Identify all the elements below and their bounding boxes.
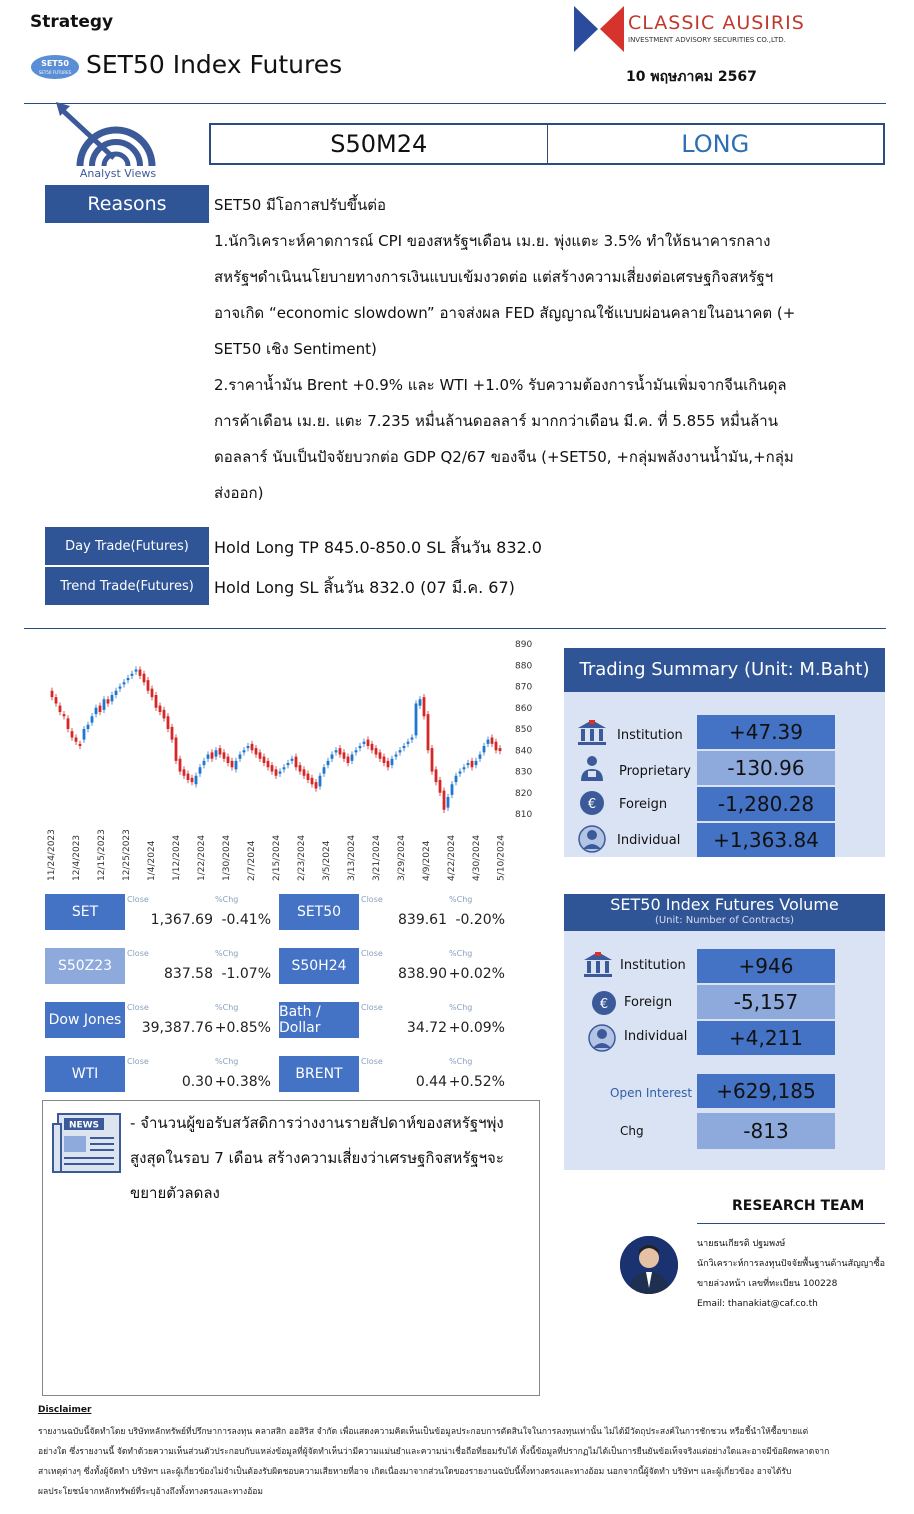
ticker-dow-jones: Dow Jones <box>45 1002 125 1038</box>
x-tick-label: 11/24/2023 <box>47 829 57 881</box>
analyst-license: ขายล่วงหน้า เลขที่ทะเบียน 100228 <box>697 1279 838 1289</box>
ticker-close-value: 839.61 <box>398 912 447 928</box>
candle-body <box>499 748 502 751</box>
ticker-close-caption: Close <box>127 895 149 904</box>
y-tick-label: 870 <box>515 682 533 693</box>
y-tick-label: 830 <box>515 767 533 778</box>
candle-body <box>395 755 398 757</box>
news-line: ขยายตัวลดลง <box>130 1184 220 1202</box>
signal-box <box>209 123 885 165</box>
candle-body <box>175 738 178 761</box>
signal-direction: LONG <box>547 125 884 163</box>
candle-body <box>131 674 134 676</box>
report-date: 10 พฤษภาคม 2567 <box>626 69 757 85</box>
reason-line: ส่งออก) <box>214 484 264 502</box>
candle-body <box>259 752 262 758</box>
disclaimer-line: ผลประโยชน์จากหลักทรัพย์ที่ระบุอ้างถึงทั้งทางตรงและทางอ้อม <box>38 1487 264 1497</box>
candle-body <box>71 731 74 737</box>
ts-institution-value: +47.39 <box>697 715 835 749</box>
candle-body <box>367 740 370 746</box>
candle-body <box>295 757 298 768</box>
y-tick-label: 810 <box>515 810 533 820</box>
reason-line: SET50 มีโอกาสปรับขึ้นต่อ <box>214 196 386 214</box>
x-tick-label: 3/5/2024 <box>321 840 332 881</box>
foreign-currency-icon <box>589 988 619 1016</box>
analyst-name: นายธนเกียรติ ปฐมพงษ์ <box>697 1239 786 1249</box>
candle-body <box>403 746 406 748</box>
news-text <box>130 1106 534 1211</box>
candle-body <box>471 761 474 767</box>
candle-body <box>99 706 102 712</box>
candle-body <box>231 761 234 767</box>
x-tick-label: 3/13/2024 <box>346 834 357 881</box>
candle-body <box>307 774 310 780</box>
candle-body <box>459 772 462 774</box>
svg-text:SET50: SET50 <box>41 59 69 68</box>
brand-logo-mark <box>574 4 624 54</box>
candle-body <box>331 755 334 759</box>
candle-body <box>55 697 58 703</box>
candle-body <box>151 689 154 698</box>
x-tick-label: 3/21/2024 <box>371 834 382 881</box>
ticker-wti: WTI <box>45 1056 125 1092</box>
candle-body <box>75 738 78 742</box>
candle-body <box>291 759 294 761</box>
ticker-close-value: 34.72 <box>406 1020 447 1036</box>
candle-body <box>363 742 366 744</box>
candle-body <box>243 750 246 752</box>
reason-line: 1.นักวิเคราะห์คาดการณ์ CPI ของสหรัฐฯเดือน เม.ย. พุ่งแตะ 3.5% ทำให้ธนาคารกลาง <box>214 232 771 250</box>
candle-body <box>323 767 326 773</box>
ticker-chg-caption: %Chg <box>215 949 239 958</box>
newspaper-icon <box>52 1112 122 1174</box>
ticker-close-caption: Close <box>361 1057 383 1066</box>
candle-body <box>415 704 418 736</box>
analyst-role: นักวิเคราะห์การลงทุนปัจจัยพื้นฐานด้านสัญญาซื้อ <box>697 1259 885 1269</box>
candle-body <box>427 714 430 750</box>
x-tick-label: 3/29/2024 <box>396 834 407 881</box>
ticker-close-caption: Close <box>127 1003 149 1012</box>
candle-body <box>167 716 170 729</box>
x-tick-label: 1/22/2024 <box>196 834 207 881</box>
candle-body <box>219 748 222 754</box>
candle-body <box>147 680 150 691</box>
candle-body <box>187 774 190 780</box>
candle-body <box>267 761 270 767</box>
candle-body <box>251 744 254 750</box>
candle-body <box>359 746 362 748</box>
y-tick-label: 840 <box>515 746 533 757</box>
candle-body <box>263 757 266 763</box>
x-tick-label: 12/15/2023 <box>96 829 107 881</box>
candle-body <box>195 776 198 785</box>
candle-body <box>399 750 402 752</box>
research-divider <box>697 1223 885 1224</box>
ticker-chg-value: -0.41% <box>221 912 271 928</box>
x-tick-label: 1/4/2024 <box>146 840 157 881</box>
institution-icon <box>583 950 613 978</box>
candle-body <box>347 757 350 763</box>
ticker-s50h24: S50H24 <box>279 948 359 984</box>
ticker-chg-caption: %Chg <box>449 949 473 958</box>
y-tick-label: 860 <box>515 703 533 714</box>
candle-body <box>479 755 482 759</box>
candle-body <box>467 763 470 765</box>
target-icon <box>56 102 176 180</box>
ticker-chg-value: -1.07% <box>221 966 271 982</box>
ticker-chg-value: +0.85% <box>214 1020 271 1036</box>
candle-body <box>447 797 450 808</box>
ticker-set50: SET50 <box>279 894 359 930</box>
ts-individual-value: +1,363.84 <box>697 823 835 857</box>
candle-body <box>383 757 386 763</box>
analyst-avatar <box>620 1236 678 1294</box>
open-interest-value: +629,185 <box>697 1074 835 1108</box>
day-trade-label: Day Trade(Futures) <box>45 527 209 565</box>
candle-body <box>119 687 122 689</box>
candle-body <box>319 776 322 787</box>
research-team-title: RESEARCH TEAM <box>732 1198 865 1214</box>
set50-logo <box>30 52 80 82</box>
candle-body <box>87 725 90 729</box>
ticker-chg-value: -0.20% <box>455 912 505 928</box>
candle-body <box>203 761 206 765</box>
candle-body <box>67 718 70 729</box>
futures-volume-header <box>564 894 885 931</box>
candle-body <box>163 710 166 719</box>
candle-body <box>171 727 174 740</box>
disclaimer-line: อย่างใด ซึ่งรายงานนี้ จัดทำด้วยความเห็นส่วนตัวประกอบกับแหล่งข้อมูลที่ผู้จัดทำเห็นว่ามีความแม่นยำและความน่าเชื่อถือที่ยอมรับได้ ทั้งนี้ข้อมูลที่ปรากฏไม่ได้เป็นการยืนยันข้อเท็จจริงแต่อย่างใดและอาจมีข้อผิดพลาดจาก <box>38 1447 830 1457</box>
x-tick-label: 5/10/2024 <box>496 834 507 881</box>
candle-body <box>411 738 414 740</box>
candle-body <box>355 750 358 752</box>
x-tick-label: 2/7/2024 <box>246 840 257 881</box>
reason-line: SET50 เชิง Sentiment) <box>214 340 377 358</box>
candle-body <box>491 738 494 744</box>
ticker-close-value: 1,367.69 <box>150 912 213 928</box>
candle-body <box>191 778 194 782</box>
candle-body <box>183 769 186 775</box>
x-tick-label: 4/22/2024 <box>446 834 457 881</box>
candle-body <box>83 729 86 740</box>
candle-body <box>315 782 318 788</box>
svg-text:SET50 FUTURES: SET50 FUTURES <box>38 70 72 75</box>
candle-body <box>379 752 382 758</box>
candle-body <box>159 706 162 712</box>
candle-body <box>431 748 434 771</box>
svg-text:€: € <box>599 997 609 1012</box>
disclaimer-line: รายงานฉบับนี้จัดทำโดย บริษัทหลักทรัพย์ที่ปรึกษาการลงทุน คลาสสิก ออสิริส จำกัด เพื่อแสดงความคิดเห็นเป็นข้อมูลประกอบการตัดสินใจในการลงทุนเท่านั้น ไม่ได้มีวัตถุประสงค์ในการชักชวน หรือชี้นำให้ซื้อขายแต่ <box>38 1427 809 1437</box>
ts-foreign-value: -1,280.28 <box>697 787 835 821</box>
candle-body <box>339 748 342 754</box>
candle-body <box>335 750 338 752</box>
x-tick-label: 4/30/2024 <box>471 834 482 881</box>
candle-body <box>95 708 98 714</box>
ticker-chg-value: +0.02% <box>448 966 505 982</box>
open-interest-label: Open Interest <box>610 1086 693 1100</box>
news-line: - จำนวนผู้ขอรับสวัสดิการว่างงานรายสัปดาห์ของสหรัฐฯพุ่ง <box>130 1114 504 1132</box>
x-tick-label: 12/25/2023 <box>121 829 132 881</box>
candle-body <box>391 759 394 765</box>
candle-body <box>223 752 226 758</box>
svg-text:NEWS: NEWS <box>68 1120 100 1131</box>
ticker-close-caption: Close <box>361 1003 383 1012</box>
candle-body <box>343 752 346 758</box>
svg-text:Analyst Views: Analyst Views <box>79 167 157 180</box>
ticker-close-caption: Close <box>127 1057 149 1066</box>
vol-institution-label: Institution <box>620 958 686 973</box>
candle-body <box>439 780 442 793</box>
ts-proprietary-label: Proprietary <box>619 764 691 779</box>
y-tick-label: 890 <box>515 640 533 650</box>
candle-body <box>247 746 250 748</box>
foreign-currency-icon <box>577 788 607 816</box>
individual-icon <box>577 825 607 853</box>
ticker-close-caption: Close <box>361 949 383 958</box>
ticker-close-value: 838.90 <box>398 966 447 982</box>
vol-individual-label: Individual <box>624 1029 688 1044</box>
disclaimer-text <box>38 1422 888 1502</box>
candle-body <box>371 744 374 750</box>
candle-body <box>179 759 182 772</box>
candle-body <box>239 755 242 759</box>
candle-body <box>199 767 202 773</box>
ticker-chg-caption: %Chg <box>215 895 239 904</box>
ts-individual-label: Individual <box>617 833 681 848</box>
ticker-chg-caption: %Chg <box>449 895 473 904</box>
candle-body <box>139 670 142 676</box>
candle-body <box>279 772 282 774</box>
candle-body <box>255 748 258 754</box>
vol-foreign-value: -5,157 <box>697 985 835 1019</box>
trading-summary-title: Trading Summary (Unit: M.Baht) <box>564 648 885 692</box>
candle-body <box>375 748 378 754</box>
candle-body <box>127 678 130 680</box>
candle-body <box>327 761 330 765</box>
trend-trade-label: Trend Trade(Futures) <box>45 567 209 605</box>
x-tick-label: 1/30/2024 <box>221 834 232 881</box>
analyst-email[interactable]: Email: thanakiat@caf.co.th <box>697 1299 818 1309</box>
reason-line: สหรัฐฯดำเนินนโยบายทางการเงินแบบเข้มงวดต่อ แต่สร้างความเสี่ยงต่อเศรษฐกิจสหรัฐฯ <box>214 268 774 286</box>
day-trade-value: Hold Long TP 845.0-850.0 SL สิ้นวัน 832.0 <box>214 538 542 557</box>
candle-body <box>495 742 498 751</box>
candle-body <box>123 682 126 684</box>
candle-body <box>475 761 478 765</box>
candle-body <box>211 752 214 758</box>
oi-change-value: -813 <box>697 1113 835 1149</box>
page-title: SET50 Index Futures <box>86 50 343 79</box>
candle-body <box>103 699 106 710</box>
ticker-close-caption: Close <box>361 895 383 904</box>
set50-candlestick-chart <box>40 636 550 884</box>
news-line: สูงสุดในรอบ 7 เดือน สร้างความเสี่ยงว่าเศรษฐกิจสหรัฐฯจะ <box>130 1149 504 1167</box>
vol-institution-value: +946 <box>697 949 835 983</box>
candle-body <box>455 776 458 782</box>
ticker-close-value: 39,387.76 <box>141 1020 213 1036</box>
oi-change-label: Chg <box>620 1124 644 1138</box>
ticker-chg-value: +0.09% <box>448 1020 505 1036</box>
candle-body <box>59 706 62 712</box>
x-tick-label: 4/9/2024 <box>421 840 432 881</box>
candle-body <box>227 757 230 763</box>
ticker-close-value: 837.58 <box>164 966 213 982</box>
ticker-close-value: 0.30 <box>181 1074 213 1090</box>
candle-body <box>287 763 290 765</box>
candle-body <box>487 740 490 744</box>
x-tick-label: 1/12/2024 <box>171 834 182 881</box>
trend-trade-value: Hold Long SL สิ้นวัน 832.0 (07 มี.ค. 67) <box>214 578 515 597</box>
ts-proprietary-value: -130.96 <box>697 751 835 785</box>
ticker-close-caption: Close <box>127 949 149 958</box>
candle-body <box>407 742 410 744</box>
candle-body <box>207 755 210 759</box>
candle-body <box>283 767 286 769</box>
candle-body <box>107 699 110 703</box>
candle-body <box>387 761 390 767</box>
ticker-set: SET <box>45 894 125 930</box>
y-tick-label: 880 <box>515 661 533 672</box>
ticker-chg-caption: %Chg <box>449 1003 473 1012</box>
futures-volume-unit: (Unit: Number of Contracts) <box>654 915 795 926</box>
reasons-text <box>214 187 854 511</box>
candle-body <box>419 699 422 705</box>
reason-line: 2.ราคาน้ำมัน Brent +0.9% และ WTI +1.0% รับความต้องการน้ำมันเพิ่มจากจีนเกินดุล <box>214 376 787 394</box>
candle-body <box>143 674 146 683</box>
ticker-bath-dollar: Bath / Dollar <box>279 1002 359 1038</box>
x-tick-label: 2/15/2024 <box>271 834 282 881</box>
candle-body <box>235 761 238 770</box>
brand-name: CLASSIC AUSIRIS <box>628 12 805 34</box>
disclaimer-title: Disclaimer <box>38 1405 92 1415</box>
reason-line: ดอลลาร์ นับเป็นปัจจัยบวกต่อ GDP Q2/67 ของจีน (+SET50, +กลุ่มพลังงานน้ำมัน,+กลุ่ม <box>214 448 794 466</box>
candle-body <box>483 746 486 752</box>
candle-body <box>275 769 278 775</box>
candle-body <box>451 784 454 795</box>
individual-icon <box>587 1024 617 1052</box>
candle-body <box>155 695 158 708</box>
futures-volume-title: SET50 Index Futures Volume <box>610 895 839 914</box>
x-tick-label: 12/4/2023 <box>71 834 82 881</box>
candle-body <box>215 750 218 756</box>
institution-icon <box>577 718 607 746</box>
candle-body <box>111 695 114 701</box>
ticker-chg-caption: %Chg <box>215 1057 239 1066</box>
candle-body <box>63 714 66 716</box>
section-divider <box>24 628 886 629</box>
reasons-label: Reasons <box>45 185 209 223</box>
brand-subtitle: INVESTMENT ADVISORY SECURITIES CO.,LTD. <box>628 36 786 44</box>
ts-foreign-label: Foreign <box>619 797 668 812</box>
ts-institution-label: Institution <box>617 728 683 743</box>
disclaimer-line: สาเหตุต่างๆ ซึ่งทั้งผู้จัดทำ บริษัทฯ และผู้เกี่ยวข้องไม่จำเป็นต้องรับผิดชอบความเสียหายที่อาจ เกิดเนื่องมาจากส่วนใดของรายงานฉบับนี้ทั้งทางตรงและทางอ้อม นอกจากนี้ผู้จัดทำ บริษัทฯ และผู้เกี่ยวข้อง อาจได้รับ <box>38 1467 792 1477</box>
candle-body <box>79 744 82 746</box>
candle-body <box>271 765 274 771</box>
ticker-chg-caption: %Chg <box>215 1003 239 1012</box>
candle-body <box>435 769 438 782</box>
ticker-close-value: 0.44 <box>415 1074 447 1090</box>
x-tick-label: 2/23/2024 <box>296 834 307 881</box>
ticker-chg-value: +0.52% <box>448 1074 505 1090</box>
reason-line: อาจเกิด “economic slowdown” อาจส่งผล FED สัญญาณใช้แบบผ่อนคลายในอนาคต (+ <box>214 304 796 322</box>
candle-body <box>299 765 302 771</box>
analyst-info <box>697 1234 885 1314</box>
ticker-s50z23: S50Z23 <box>45 948 125 984</box>
candle-body <box>135 670 138 672</box>
vol-individual-value: +4,211 <box>697 1021 835 1055</box>
svg-text:€: € <box>587 797 597 812</box>
signal-symbol: S50M24 <box>330 130 428 158</box>
ticker-chg-value: +0.38% <box>214 1074 271 1090</box>
candle-body <box>463 767 466 769</box>
candle-body <box>303 769 306 775</box>
candle-body <box>51 691 54 697</box>
reason-line: การค้าเดือน เม.ย. แตะ 7.235 หมื่นล้านดอลลาร์ มากกว่าเดือน มี.ค. ที่ 5.855 หมื่นล้าน <box>214 412 778 430</box>
candle-body <box>311 778 314 784</box>
proprietary-icon <box>577 754 607 782</box>
candle-body <box>115 691 118 695</box>
section-label: Strategy <box>30 12 114 32</box>
candle-body <box>91 716 94 722</box>
ticker-brent: BRENT <box>279 1056 359 1092</box>
ticker-chg-caption: %Chg <box>449 1057 473 1066</box>
candle-body <box>351 755 354 761</box>
y-tick-label: 850 <box>515 725 533 735</box>
candle-body <box>423 697 426 716</box>
vol-foreign-label: Foreign <box>624 995 673 1010</box>
candle-body <box>443 791 446 810</box>
y-tick-label: 820 <box>515 788 533 799</box>
